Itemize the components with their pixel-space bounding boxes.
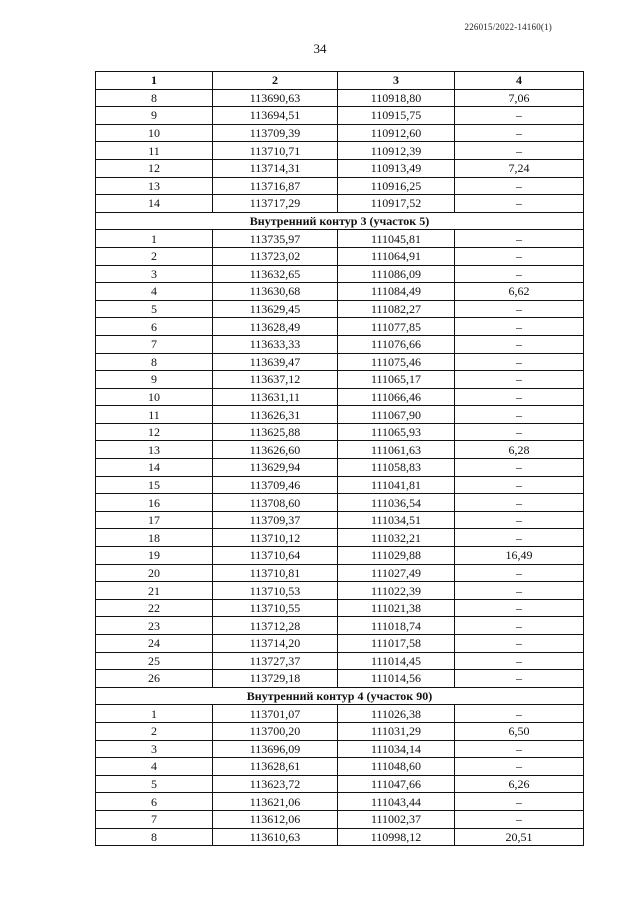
x-coordinate-cell: 113612,06 — [213, 810, 338, 828]
table-row — [96, 635, 584, 653]
distance-cell: – — [455, 406, 584, 424]
point-number-cell: 19 — [96, 547, 213, 565]
point-number-cell: 7 — [96, 810, 213, 828]
point-number-cell: 5 — [96, 300, 213, 318]
table-row — [96, 283, 584, 301]
y-coordinate-cell: 111043,44 — [338, 793, 455, 811]
distance-cell: – — [455, 705, 584, 723]
point-number-cell: 22 — [96, 599, 213, 617]
distance-cell: – — [455, 300, 584, 318]
table-row — [96, 599, 584, 617]
distance-cell: – — [455, 459, 584, 477]
table-row — [96, 177, 584, 195]
x-coordinate-cell: 113723,02 — [213, 247, 338, 265]
table-row — [96, 564, 584, 582]
y-coordinate-cell: 111061,63 — [338, 441, 455, 459]
point-number-cell: 18 — [96, 529, 213, 547]
point-number-cell: 13 — [96, 177, 213, 195]
y-coordinate-cell: 111036,54 — [338, 494, 455, 512]
point-number-cell: 3 — [96, 740, 213, 758]
x-coordinate-cell: 113630,68 — [213, 283, 338, 301]
table-row — [96, 335, 584, 353]
distance-cell: – — [455, 107, 584, 125]
table-row — [96, 810, 584, 828]
x-coordinate-cell: 113709,46 — [213, 476, 338, 494]
point-number-cell: 26 — [96, 670, 213, 688]
distance-cell: 7,06 — [455, 89, 584, 107]
point-number-cell: 1 — [96, 230, 213, 248]
column-header-1: 1 — [96, 72, 213, 90]
x-coordinate-cell: 113631,11 — [213, 388, 338, 406]
point-number-cell: 8 — [96, 828, 213, 846]
table-row — [96, 388, 584, 406]
table-row — [96, 300, 584, 318]
x-coordinate-cell: 113694,51 — [213, 107, 338, 125]
table-row — [96, 265, 584, 283]
distance-cell: – — [455, 247, 584, 265]
point-number-cell: 9 — [96, 371, 213, 389]
distance-cell: – — [455, 142, 584, 160]
point-number-cell: 8 — [96, 353, 213, 371]
x-coordinate-cell: 113714,20 — [213, 635, 338, 653]
distance-cell: – — [455, 230, 584, 248]
y-coordinate-cell: 111018,74 — [338, 617, 455, 635]
distance-cell: 6,28 — [455, 441, 584, 459]
distance-cell: – — [455, 810, 584, 828]
x-coordinate-cell: 113716,87 — [213, 177, 338, 195]
y-coordinate-cell: 111048,60 — [338, 758, 455, 776]
distance-cell: – — [455, 582, 584, 600]
x-coordinate-cell: 113710,53 — [213, 582, 338, 600]
x-coordinate-cell: 113709,39 — [213, 124, 338, 142]
table-row — [96, 476, 584, 494]
table-row — [96, 406, 584, 424]
x-coordinate-cell: 113629,45 — [213, 300, 338, 318]
x-coordinate-cell: 113628,49 — [213, 318, 338, 336]
x-coordinate-cell: 113712,28 — [213, 617, 338, 635]
table-row — [96, 582, 584, 600]
distance-cell: – — [455, 529, 584, 547]
table-row — [96, 423, 584, 441]
distance-cell: – — [455, 265, 584, 283]
table-row — [96, 828, 584, 846]
x-coordinate-cell: 113626,31 — [213, 406, 338, 424]
distance-cell: – — [455, 670, 584, 688]
table-row — [96, 740, 584, 758]
x-coordinate-cell: 113639,47 — [213, 353, 338, 371]
point-number-cell: 6 — [96, 793, 213, 811]
point-number-cell: 17 — [96, 511, 213, 529]
point-number-cell: 10 — [96, 388, 213, 406]
table-row — [96, 652, 584, 670]
x-coordinate-cell: 113729,18 — [213, 670, 338, 688]
table-row — [96, 441, 584, 459]
table-row — [96, 371, 584, 389]
distance-cell: – — [455, 635, 584, 653]
y-coordinate-cell: 111084,49 — [338, 283, 455, 301]
x-coordinate-cell: 113717,29 — [213, 195, 338, 213]
distance-cell: 6,50 — [455, 722, 584, 740]
x-coordinate-cell: 113625,88 — [213, 423, 338, 441]
x-coordinate-cell: 113700,20 — [213, 722, 338, 740]
x-coordinate-cell: 113710,12 — [213, 529, 338, 547]
table-row — [96, 775, 584, 793]
point-number-cell: 11 — [96, 142, 213, 160]
table-row — [96, 705, 584, 723]
y-coordinate-cell: 111067,90 — [338, 406, 455, 424]
y-coordinate-cell: 110998,12 — [338, 828, 455, 846]
y-coordinate-cell: 110915,75 — [338, 107, 455, 125]
distance-cell: – — [455, 177, 584, 195]
point-number-cell: 2 — [96, 722, 213, 740]
y-coordinate-cell: 111082,27 — [338, 300, 455, 318]
y-coordinate-cell: 111041,81 — [338, 476, 455, 494]
distance-cell: – — [455, 617, 584, 635]
point-number-cell: 21 — [96, 582, 213, 600]
distance-cell: – — [455, 793, 584, 811]
point-number-cell: 6 — [96, 318, 213, 336]
table-row — [96, 107, 584, 125]
x-coordinate-cell: 113701,07 — [213, 705, 338, 723]
point-number-cell: 8 — [96, 89, 213, 107]
y-coordinate-cell: 111034,51 — [338, 511, 455, 529]
distance-cell: – — [455, 195, 584, 213]
y-coordinate-cell: 111014,56 — [338, 670, 455, 688]
distance-cell: – — [455, 740, 584, 758]
table-row — [96, 793, 584, 811]
x-coordinate-cell: 113714,31 — [213, 159, 338, 177]
y-coordinate-cell: 111086,09 — [338, 265, 455, 283]
point-number-cell: 20 — [96, 564, 213, 582]
section-heading-row — [96, 687, 584, 705]
y-coordinate-cell: 111022,39 — [338, 582, 455, 600]
distance-cell: 6,26 — [455, 775, 584, 793]
x-coordinate-cell: 113626,60 — [213, 441, 338, 459]
x-coordinate-cell: 113696,09 — [213, 740, 338, 758]
section-title: Внутренний контур 3 (участок 5) — [96, 212, 584, 230]
y-coordinate-cell: 111064,91 — [338, 247, 455, 265]
x-coordinate-cell: 113621,06 — [213, 793, 338, 811]
distance-cell: 16,49 — [455, 547, 584, 565]
point-number-cell: 25 — [96, 652, 213, 670]
table-row — [96, 230, 584, 248]
table-row — [96, 511, 584, 529]
y-coordinate-cell: 111029,88 — [338, 547, 455, 565]
point-number-cell: 13 — [96, 441, 213, 459]
point-number-cell: 4 — [96, 758, 213, 776]
table-row — [96, 195, 584, 213]
point-number-cell: 12 — [96, 423, 213, 441]
distance-cell: – — [455, 476, 584, 494]
distance-cell: – — [455, 494, 584, 512]
x-coordinate-cell: 113632,65 — [213, 265, 338, 283]
distance-cell: – — [455, 423, 584, 441]
table-row — [96, 353, 584, 371]
point-number-cell: 7 — [96, 335, 213, 353]
y-coordinate-cell: 111002,37 — [338, 810, 455, 828]
table-row — [96, 124, 584, 142]
point-number-cell: 14 — [96, 195, 213, 213]
y-coordinate-cell: 110912,39 — [338, 142, 455, 160]
point-number-cell: 5 — [96, 775, 213, 793]
distance-cell: – — [455, 652, 584, 670]
table-row — [96, 529, 584, 547]
x-coordinate-cell: 113727,37 — [213, 652, 338, 670]
point-number-cell: 1 — [96, 705, 213, 723]
y-coordinate-cell: 111077,85 — [338, 318, 455, 336]
distance-cell: – — [455, 599, 584, 617]
section-title: Внутренний контур 4 (участок 90) — [96, 687, 584, 705]
distance-cell: – — [455, 353, 584, 371]
column-header-3: 3 — [338, 72, 455, 90]
point-number-cell: 10 — [96, 124, 213, 142]
table-row — [96, 547, 584, 565]
y-coordinate-cell: 111047,66 — [338, 775, 455, 793]
y-coordinate-cell: 110917,52 — [338, 195, 455, 213]
table-row — [96, 494, 584, 512]
y-coordinate-cell: 110912,60 — [338, 124, 455, 142]
point-number-cell: 16 — [96, 494, 213, 512]
distance-cell: 20,51 — [455, 828, 584, 846]
y-coordinate-cell: 110918,80 — [338, 89, 455, 107]
x-coordinate-cell: 113690,63 — [213, 89, 338, 107]
x-coordinate-cell: 113710,71 — [213, 142, 338, 160]
x-coordinate-cell: 113708,60 — [213, 494, 338, 512]
table-row — [96, 758, 584, 776]
y-coordinate-cell: 110913,49 — [338, 159, 455, 177]
y-coordinate-cell: 111075,46 — [338, 353, 455, 371]
coordinates-table-body — [96, 72, 584, 846]
y-coordinate-cell: 111034,14 — [338, 740, 455, 758]
y-coordinate-cell: 110916,25 — [338, 177, 455, 195]
x-coordinate-cell: 113710,55 — [213, 599, 338, 617]
x-coordinate-cell: 113637,12 — [213, 371, 338, 389]
point-number-cell: 15 — [96, 476, 213, 494]
y-coordinate-cell: 111065,93 — [338, 423, 455, 441]
point-number-cell: 11 — [96, 406, 213, 424]
table-row — [96, 159, 584, 177]
coordinates-table — [95, 71, 584, 846]
table-row — [96, 318, 584, 336]
table-row — [96, 617, 584, 635]
point-number-cell: 4 — [96, 283, 213, 301]
y-coordinate-cell: 111076,66 — [338, 335, 455, 353]
x-coordinate-cell: 113633,33 — [213, 335, 338, 353]
distance-cell: – — [455, 758, 584, 776]
x-coordinate-cell: 113710,81 — [213, 564, 338, 582]
y-coordinate-cell: 111066,46 — [338, 388, 455, 406]
y-coordinate-cell: 111014,45 — [338, 652, 455, 670]
point-number-cell: 9 — [96, 107, 213, 125]
x-coordinate-cell: 113709,37 — [213, 511, 338, 529]
y-coordinate-cell: 111058,83 — [338, 459, 455, 477]
table-row — [96, 142, 584, 160]
point-number-cell: 14 — [96, 459, 213, 477]
y-coordinate-cell: 111032,21 — [338, 529, 455, 547]
point-number-cell: 23 — [96, 617, 213, 635]
distance-cell: – — [455, 564, 584, 582]
distance-cell: – — [455, 371, 584, 389]
column-header-2: 2 — [213, 72, 338, 90]
y-coordinate-cell: 111045,81 — [338, 230, 455, 248]
y-coordinate-cell: 111031,29 — [338, 722, 455, 740]
distance-cell: – — [455, 511, 584, 529]
y-coordinate-cell: 111021,38 — [338, 599, 455, 617]
table-row — [96, 247, 584, 265]
y-coordinate-cell: 111027,49 — [338, 564, 455, 582]
distance-cell: – — [455, 335, 584, 353]
point-number-cell: 3 — [96, 265, 213, 283]
distance-cell: – — [455, 388, 584, 406]
x-coordinate-cell: 113623,72 — [213, 775, 338, 793]
distance-cell: 7,24 — [455, 159, 584, 177]
point-number-cell: 2 — [96, 247, 213, 265]
y-coordinate-cell: 111026,38 — [338, 705, 455, 723]
y-coordinate-cell: 111017,58 — [338, 635, 455, 653]
distance-cell: – — [455, 318, 584, 336]
y-coordinate-cell: 111065,17 — [338, 371, 455, 389]
point-number-cell: 12 — [96, 159, 213, 177]
page-number: 34 — [313, 41, 327, 56]
document-id: 226015/2022-14160(1) — [464, 22, 552, 32]
x-coordinate-cell: 113710,64 — [213, 547, 338, 565]
distance-cell: – — [455, 124, 584, 142]
x-coordinate-cell: 113735,97 — [213, 230, 338, 248]
table-row — [96, 459, 584, 477]
table-row — [96, 89, 584, 107]
distance-cell: 6,62 — [455, 283, 584, 301]
point-number-cell: 24 — [96, 635, 213, 653]
table-row — [96, 670, 584, 688]
x-coordinate-cell: 113628,61 — [213, 758, 338, 776]
x-coordinate-cell: 113610,63 — [213, 828, 338, 846]
table-header-row — [96, 72, 584, 90]
table-row — [96, 722, 584, 740]
x-coordinate-cell: 113629,94 — [213, 459, 338, 477]
column-header-4: 4 — [455, 72, 584, 90]
section-heading-row — [96, 212, 584, 230]
